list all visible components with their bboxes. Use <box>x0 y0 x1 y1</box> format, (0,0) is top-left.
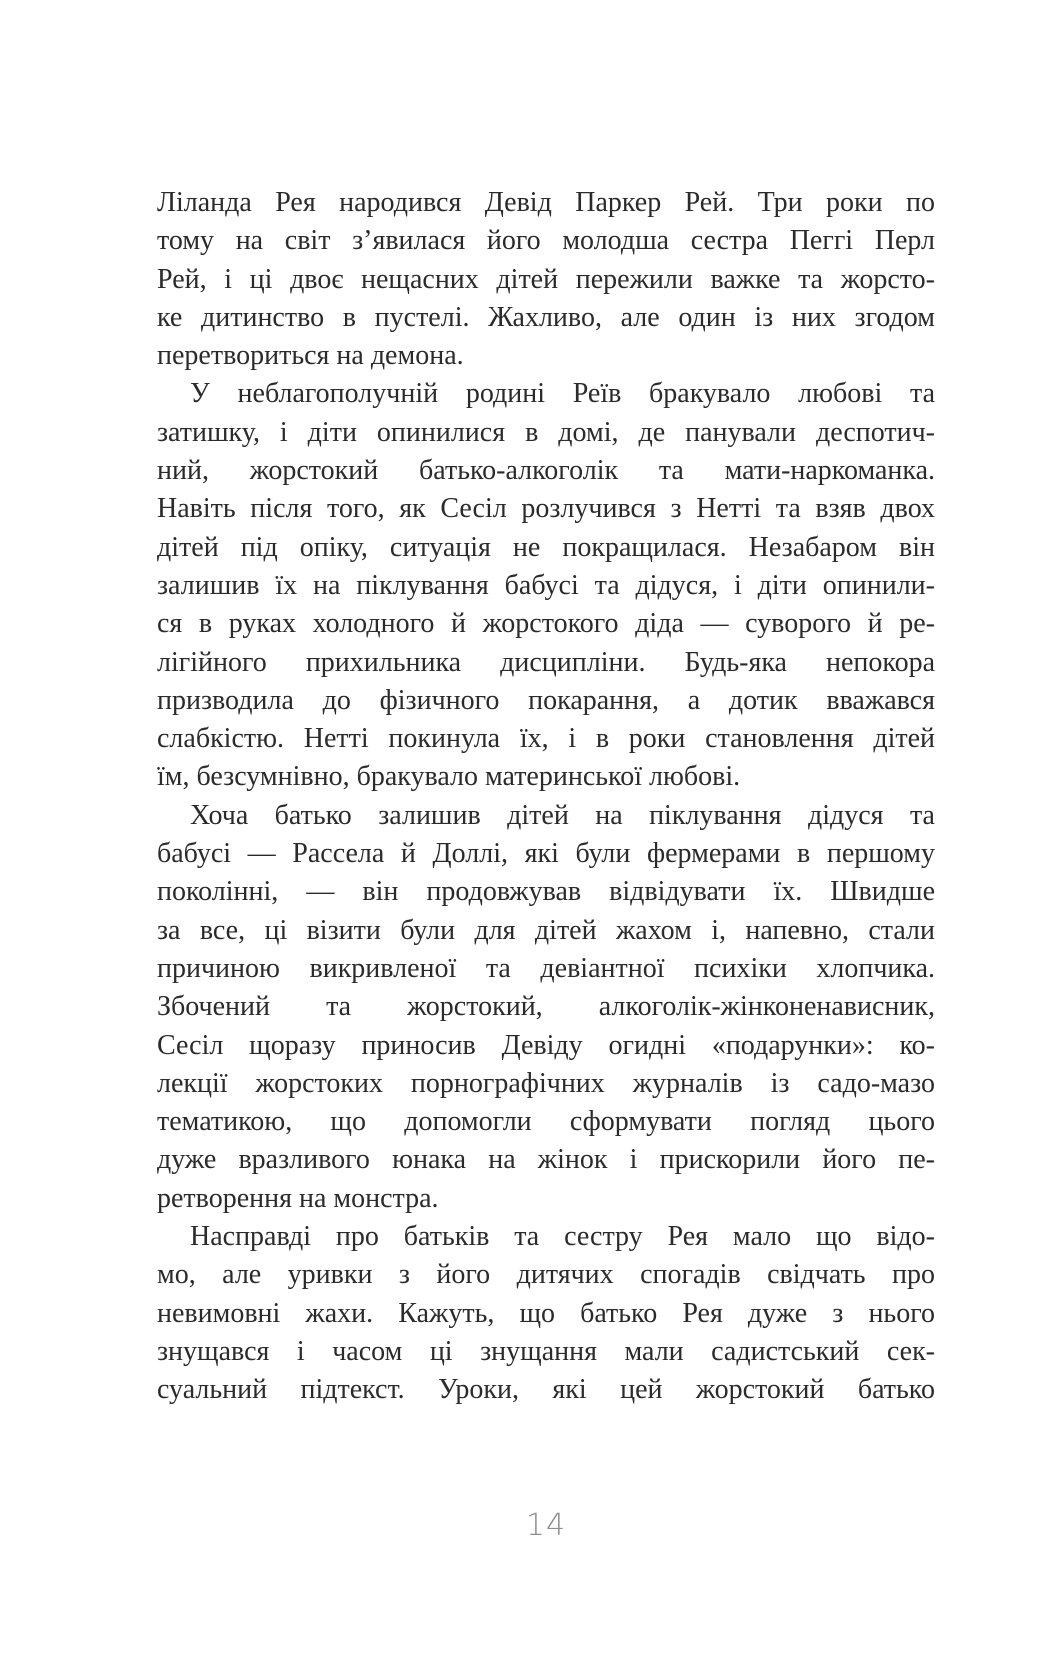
text-line: ся в руках холодного й жорстокого діда — суворого й ре- <box>157 608 935 640</box>
text-line: затишку, і діти опинилися в домі, де панували деспотич- <box>157 416 935 448</box>
text-line: знущався і часом ці знущання мали садистський сек- <box>157 1335 935 1367</box>
text-line: ний, жорстокий батько-алкоголік та мати-наркоманка. <box>157 455 935 487</box>
text-line: дуже вразливого юнака на жінок і прискорили його пе- <box>157 1144 935 1176</box>
text-line: призводила до фізичного покарання, а дотик вважався <box>157 684 935 716</box>
paragraph <box>157 1218 935 1409</box>
text-line: тому на світ з’явилася його молодша сестра Пеггі Перл <box>157 225 935 257</box>
paragraph <box>157 184 935 375</box>
text-line: бабусі — Рассела й Доллі, які були фермерами в першому <box>157 838 935 870</box>
text-line: Насправді про батьків та сестру Рея мало що відо- <box>190 1221 935 1253</box>
text-line: Хоча батько залишив дітей на піклування дідуся та <box>190 799 935 831</box>
text-line: Сесіл щоразу приносив Девіду огидні «подарунки»: ко- <box>157 1029 935 1061</box>
text-line: суальний підтекст. Уроки, які цей жорстокий батько <box>157 1374 935 1406</box>
text-line: їм, безсумнівно, бракувало материнської любові. <box>157 761 741 793</box>
text-line: Навіть після того, як Сесіл розлучився з Нетті та взяв двох <box>157 493 935 525</box>
text-line: Рей, і ці двоє нещасних дітей пережили важке та жорсто- <box>157 263 935 295</box>
page-content <box>157 184 935 1410</box>
text-line: ке дитинство в пустелі. Жахливо, але один із них згодом <box>157 301 935 333</box>
paragraph <box>157 797 935 1218</box>
text-line: залишив їх на піклування бабусі та дідуся, і діти опинили- <box>157 569 935 601</box>
page-number: 14 <box>525 1508 567 1543</box>
text-line: слабкістю. Нетті покинула їх, і в роки становлення дітей <box>157 723 935 755</box>
text-line: дітей під опіку, ситуація не покращилася. Незабаром він <box>157 531 935 563</box>
text-line: причиною викривленої та девіантної психіки хлопчика. <box>157 952 935 984</box>
text-line: невимовні жахи. Кажуть, що батько Рея дуже з нього <box>157 1297 935 1329</box>
text-line: ретворення на монстра. <box>157 1182 439 1214</box>
text-line: лігійного прихильника дисципліни. Будь-яка непокора <box>157 646 935 678</box>
text-line: тематикою, що допомогли сформувати погляд цього <box>157 1106 935 1138</box>
paragraph <box>157 375 935 796</box>
text-line: У неблагополучній родині Реїв бракувало любові та <box>190 378 935 410</box>
text-line: перетвориться на демона. <box>157 340 464 372</box>
text-line: Збочений та жорстокий, алкоголік-жінконенависник, <box>157 991 935 1023</box>
text-line: Ліланда Рея народився Девід Паркер Рей. Три роки по <box>157 187 935 218</box>
text-line: поколінні, — він продовжував відвідувати їх. Швидше <box>157 876 935 908</box>
text-line: мо, але уривки з його дитячих спогадів свідчать про <box>157 1259 935 1291</box>
text-line: лекції жорстоких порнографічних журналів із садо-мазо <box>157 1067 935 1099</box>
text-line: за все, ці візити були для дітей жахом і, напевно, стали <box>157 914 935 946</box>
